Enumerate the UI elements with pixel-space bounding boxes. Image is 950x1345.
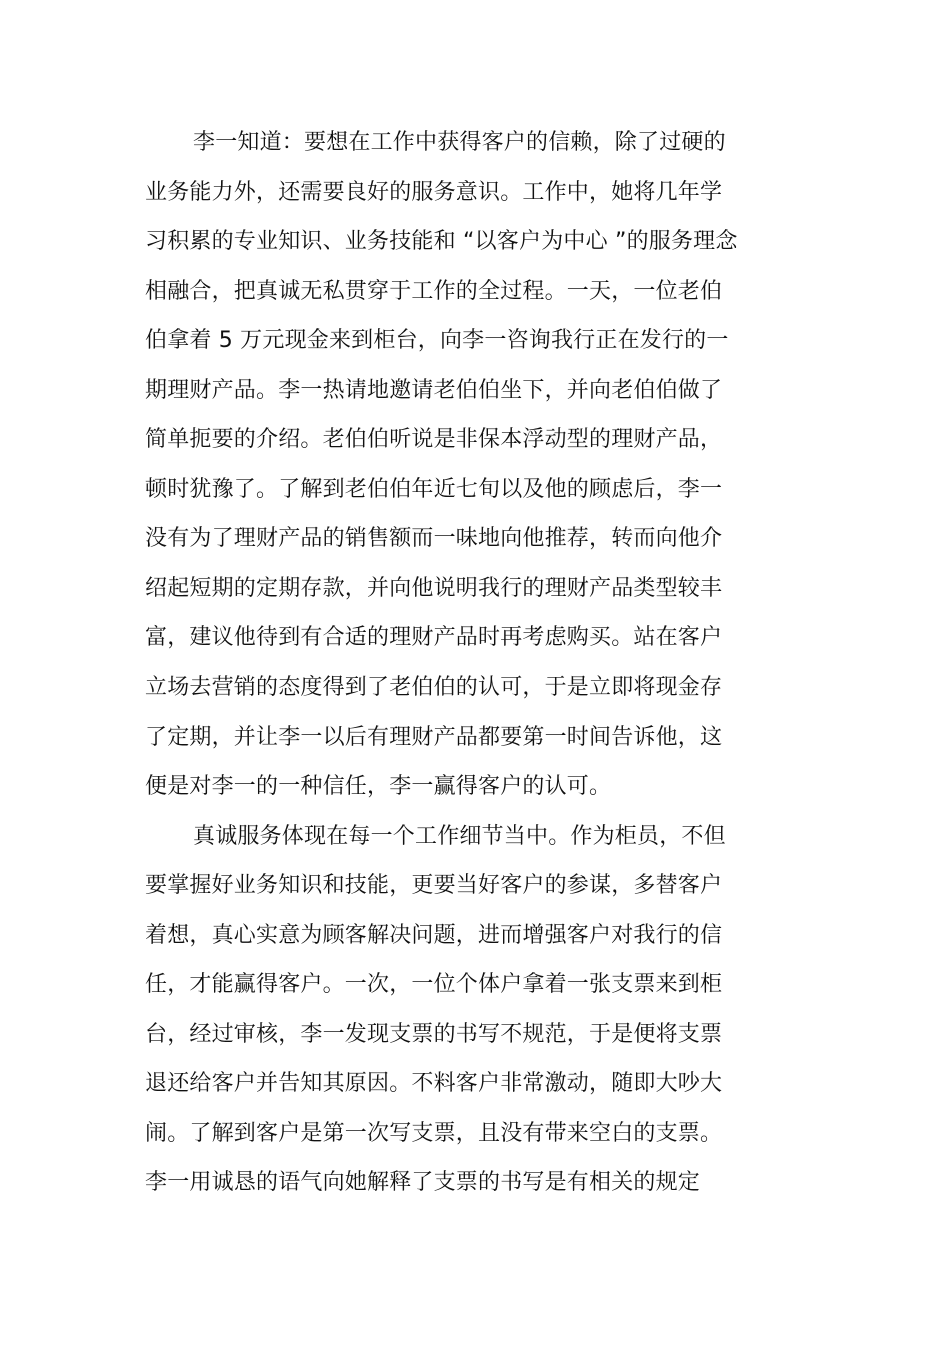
text-line: 业务能力外，还需要良好的服务意识。工作中，她将几年学 [145,179,723,205]
text-line: 立场去营销的态度得到了老伯伯的认可，于是立即将现金存 [145,675,723,701]
text-line: 期理财产品。李一热请地邀请老伯伯坐下，并向老伯伯做了 [145,377,723,403]
text-line: 台，经过审核，李一发现支票的书写不规范，于是便将支票 [145,1021,723,1047]
text-line: 习积累的专业知识、业务技能和 “以客户为中心 ”的服务理念 [145,229,738,255]
text-line: 着想，真心实意为顾客解决问题，进而增强客户对我行的信 [145,922,723,948]
text-line: 退还给客户并告知其原因。不料客户非常激动，随即大吵大 [145,1071,723,1097]
text-line: 绍起短期的定期存款，并向他说明我行的理财产品类型较丰 [145,575,723,601]
text-line: 没有为了理财产品的销售额而一味地向他推荐，转而向他介 [145,526,723,552]
paragraph-1 [145,118,825,812]
text-line: 要掌握好业务知识和技能，更要当好客户的参谋，多替客户 [145,873,723,899]
text-line: 李一知道：要想在工作中获得客户的信赖，除了过硬的 [193,130,726,155]
text-line: 顿时犹豫了。了解到老伯伯年近七旬以及他的顾虑后，李一 [145,476,723,502]
text-line: 真诚服务体现在每一个工作细节当中。作为柜员，不但 [193,823,726,849]
body-text [145,118,825,1208]
text-line: 简单扼要的介绍。老伯伯听说是非保本浮动型的理财产品， [145,427,723,453]
text-line: 伯拿着 5 万元现金来到柜台，向李一咨询我行正在发行的一 [145,328,729,354]
text-line: 便是对李一的一种信任，李一赢得客户的认可。 [145,774,612,800]
text-line: 李一用诚恳的语气向她解释了支票的书写是有相关的规定 [145,1170,701,1196]
text-line: 相融合，把真诚无私贯穿于工作的全过程。一天，一位老伯 [145,278,723,304]
text-line: 了定期，并让李一以后有理财产品都要第一时间告诉他，这 [145,724,723,750]
text-line: 任，才能赢得客户。一次，一位个体户拿着一张支票来到柜 [145,972,723,998]
paragraph-2 [145,812,825,1208]
text-line: 闹。了解到客户是第一次写支票，且没有带来空白的支票。 [145,1120,723,1146]
text-line: 富，建议他待到有合适的理财产品时再考虑购买。站在客户 [145,625,723,651]
